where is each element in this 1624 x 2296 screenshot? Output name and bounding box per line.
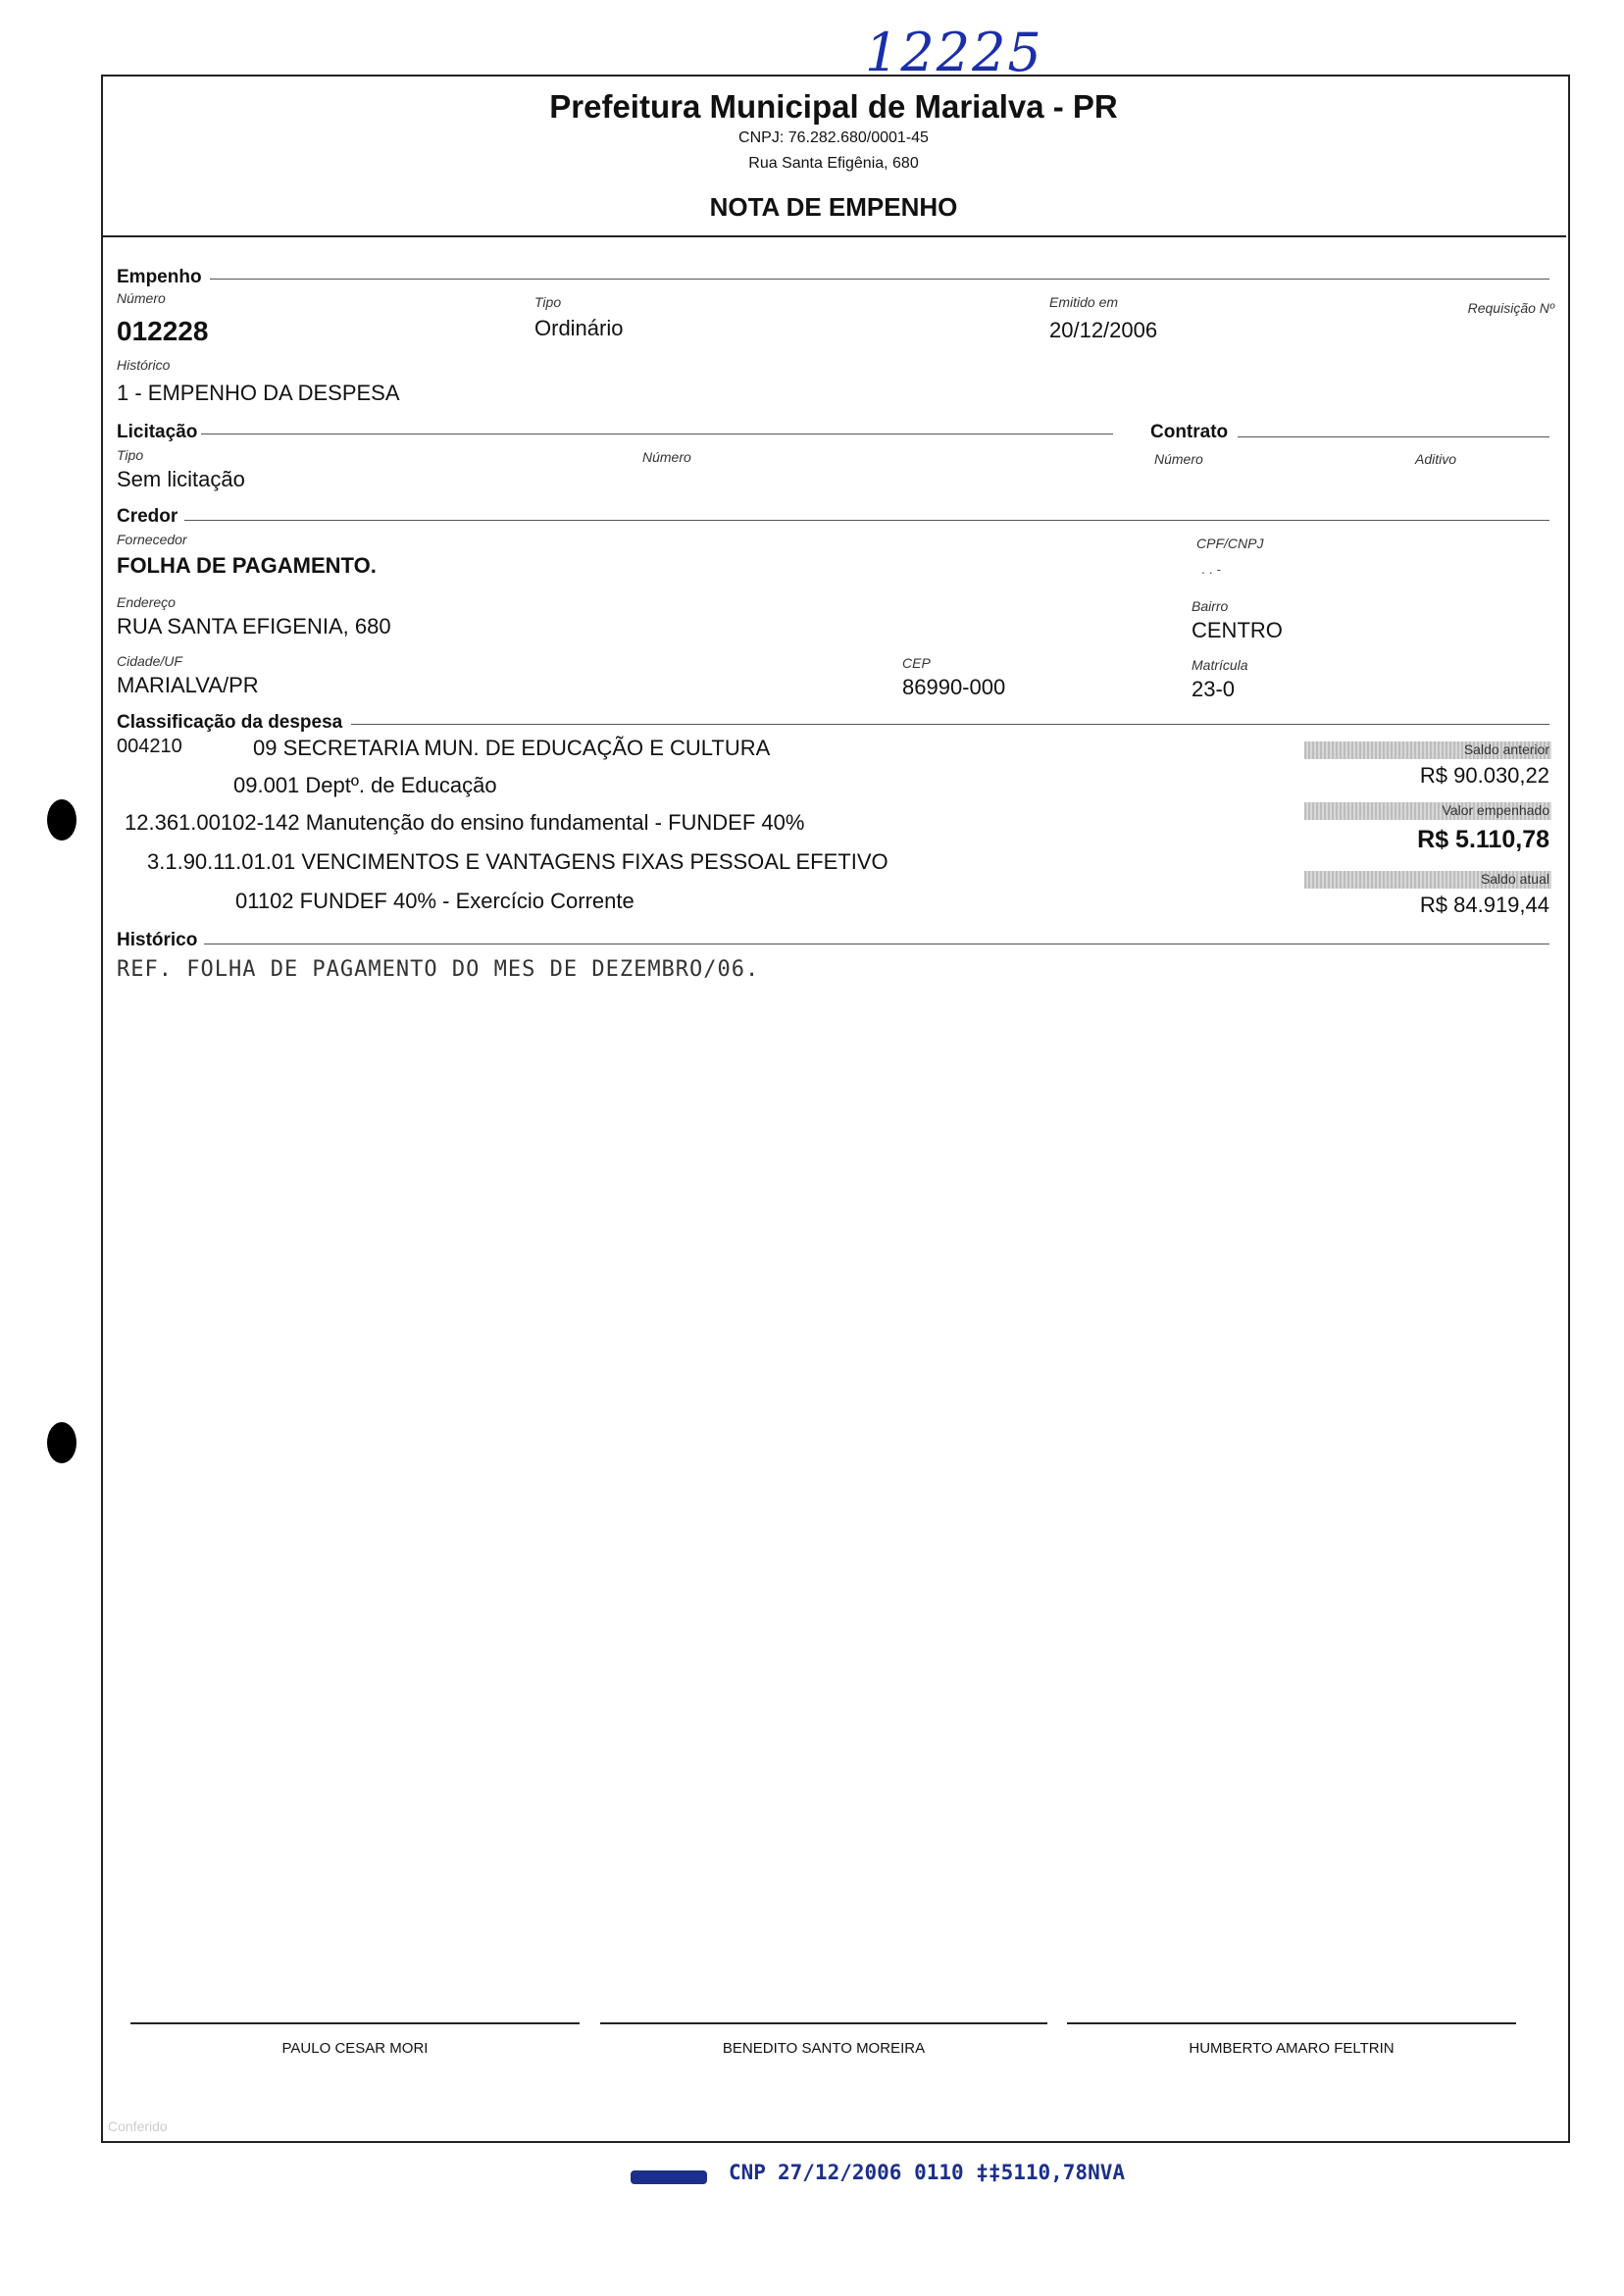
- signature-name: PAULO CESAR MORI: [281, 2040, 429, 2057]
- contrato-numero-label: Número: [1154, 451, 1203, 467]
- licitacao-numero-label: Número: [642, 449, 691, 465]
- cnpj-text: CNPJ: 76.282.680/0001-45: [738, 129, 929, 146]
- cidade-label: Cidade/UF: [117, 653, 182, 669]
- stamp-logo-icon: [631, 2170, 707, 2184]
- signature-line: [600, 2022, 1047, 2024]
- section-rule: [351, 724, 1549, 725]
- signature-line: [1067, 2022, 1516, 2024]
- header-divider: [101, 235, 1566, 237]
- classificacao-funcional: 12.361.00102-142 Manutenção do ensino fundamental - FUNDEF 40%: [125, 810, 805, 835]
- stamp-prefix: CNP: [729, 2161, 766, 2184]
- cep-label: CEP: [902, 655, 931, 671]
- empenho-tipo: Ordinário: [534, 316, 624, 340]
- cpf-label: CPF/CNPJ: [1196, 536, 1264, 551]
- cpf-value: . . -: [1201, 561, 1222, 577]
- fornecedor-name: FOLHA DE PAGAMENTO.: [117, 553, 377, 578]
- empenho-historico: 1 - EMPENHO DA DESPESA: [117, 381, 400, 405]
- handwritten-number: 12225: [865, 22, 1043, 83]
- section-rule: [210, 279, 1549, 280]
- classificacao-orgao: 09 SECRETARIA MUN. DE EDUCAÇÃO E CULTURA: [253, 736, 771, 760]
- emitido-label: Emitido em: [1049, 294, 1119, 310]
- saldo-anterior-value: R$ 90.030,22: [1419, 763, 1549, 788]
- aditivo-label: Aditivo: [1415, 451, 1457, 467]
- stamp-text: 27/12/2006 0110 ‡‡5110,78NVA: [778, 2161, 1126, 2184]
- section-classificacao: Classificação da despesa: [117, 712, 343, 733]
- classificacao-unidade: 09.001 Deptº. de Educação: [233, 773, 497, 797]
- valor-empenhado-label: Valor empenhado: [1442, 802, 1549, 818]
- address-text: Rua Santa Efigênia, 680: [748, 155, 919, 172]
- municipality-title: Prefeitura Municipal de Marialva - PR: [549, 88, 1118, 125]
- saldo-atual-label: Saldo atual: [1480, 871, 1549, 887]
- cep-value: 86990-000: [902, 675, 1006, 699]
- saldo-atual-value: R$ 84.919,44: [1419, 893, 1549, 917]
- section-rule: [184, 520, 1549, 521]
- cidade-value: MARIALVA/PR: [117, 673, 259, 697]
- endereco-value: RUA SANTA EFIGENIA, 680: [117, 614, 391, 638]
- section-contrato: Contrato: [1150, 422, 1229, 442]
- valor-empenhado-value: R$ 5.110,78: [1417, 826, 1549, 853]
- matricula-label: Matrícula: [1192, 657, 1248, 673]
- section-credor: Credor: [117, 506, 178, 527]
- numero-label: Número: [117, 290, 166, 306]
- bairro-value: CENTRO: [1192, 618, 1283, 642]
- section-licitacao: Licitação: [117, 422, 198, 442]
- classificacao-code: 004210: [117, 736, 182, 757]
- section-rule: [1238, 436, 1549, 437]
- historico-text: REF. FOLHA DE PAGAMENTO DO MES DE DEZEMBRO/06.: [117, 957, 760, 982]
- document-title: NOTA DE EMPENHO: [709, 192, 958, 222]
- section-empenho: Empenho: [117, 267, 202, 287]
- empenho-number: 012228: [117, 316, 209, 346]
- classificacao-fonte: 01102 FUNDEF 40% - Exercício Corrente: [235, 889, 634, 913]
- signature-name: BENEDITO SANTO MOREIRA: [722, 2040, 926, 2057]
- fornecedor-label: Fornecedor: [117, 532, 187, 547]
- signature-name: HUMBERTO AMARO FELTRIN: [1189, 2040, 1395, 2057]
- bairro-label: Bairro: [1192, 598, 1229, 614]
- matricula-value: 23-0: [1192, 677, 1236, 701]
- saldo-anterior-label: Saldo anterior: [1463, 741, 1549, 757]
- faint-stamp-text: Conferido: [108, 2118, 168, 2134]
- historico-label: Histórico: [117, 357, 171, 373]
- punch-hole: [47, 799, 76, 841]
- endereco-label: Endereço: [117, 594, 176, 610]
- requisicao-label: Requisição Nº: [1467, 300, 1554, 316]
- licitacao-tipo-label: Tipo: [117, 447, 144, 463]
- signature-line: [130, 2022, 580, 2024]
- classificacao-natureza: 3.1.90.11.01.01 VENCIMENTOS E VANTAGENS FIXAS PESSOAL EFETIVO: [147, 849, 888, 874]
- section-historico: Histórico: [117, 930, 198, 950]
- tipo-label: Tipo: [534, 294, 562, 310]
- punch-hole: [47, 1422, 76, 1463]
- licitacao-tipo: Sem licitação: [117, 467, 245, 491]
- emitido-date: 20/12/2006: [1049, 318, 1158, 342]
